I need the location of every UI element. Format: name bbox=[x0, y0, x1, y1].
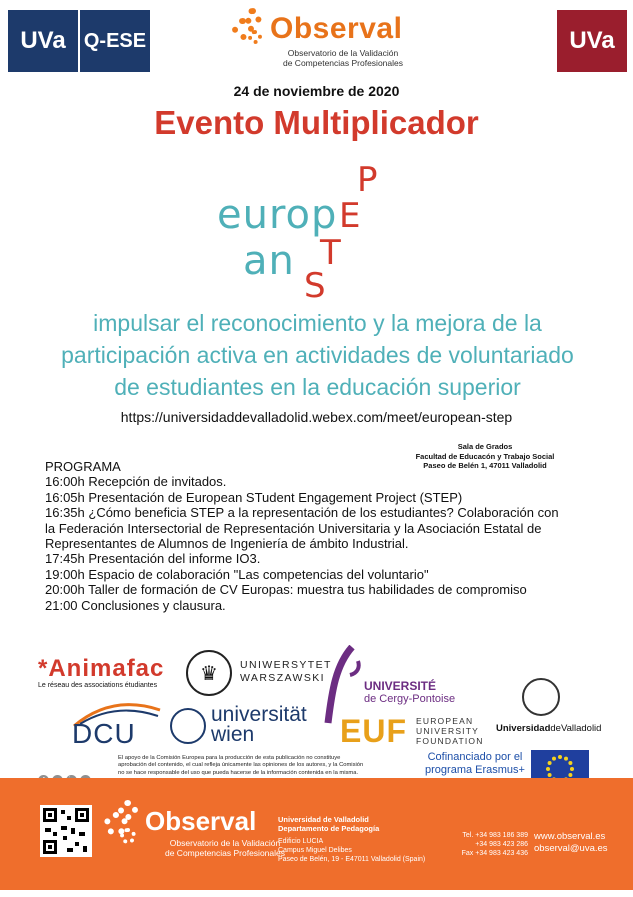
footer-contact bbox=[534, 831, 608, 855]
address-line: Departamento de Pedagogía bbox=[278, 824, 380, 833]
qr-code-icon[interactable] bbox=[40, 805, 92, 857]
dcu-name: DCU bbox=[72, 718, 136, 749]
address-line: Campus Miguel Delibes bbox=[278, 847, 352, 854]
euf-line: FOUNDATION bbox=[416, 736, 484, 746]
mission-statement bbox=[30, 307, 605, 403]
disclaimer-line: aprobación del contenido, el cual refleja únicamente las opiniones de los autores, y la Comisión bbox=[118, 762, 364, 769]
phone-line: +34 983 423 286 bbox=[475, 841, 528, 848]
wien-logo-text bbox=[211, 705, 307, 745]
mission-line: impulsar el reconocimiento y la mejora de la bbox=[93, 310, 542, 336]
animafac-name: *Animafac bbox=[38, 655, 165, 682]
cergy-line: UNIVERSITÉ bbox=[364, 679, 437, 693]
euf-line: UNIVERSITY bbox=[416, 726, 480, 736]
observal-name: Observal bbox=[270, 12, 403, 45]
observal-subtitle bbox=[268, 48, 418, 68]
program-item: 20:00h Taller de formación de CV Europas: muestra tus habilidades de compromiso bbox=[45, 582, 527, 598]
observal-subtitle-line: de Competencias Profesionales bbox=[282, 58, 403, 68]
disclaimer-line: no se hace responsable del uso que pueda hacerse de la información contenida en la misma. bbox=[118, 769, 359, 776]
event-title: Evento Multiplicador bbox=[154, 104, 479, 141]
meeting-link[interactable]: https://universidaddevalladolid.webex.com/meet/european-step bbox=[120, 409, 513, 425]
phone-line: Tel. +34 983 186 389 bbox=[462, 832, 528, 839]
footer-observal-name: Observal bbox=[145, 806, 257, 836]
step-letter-t: T bbox=[320, 233, 341, 273]
venue-line: Paseo de Belén 1, 47011 Valladolid bbox=[423, 461, 547, 470]
footer-gear-icon bbox=[104, 800, 144, 850]
warsaw-eagle-icon: ♛ bbox=[186, 650, 232, 696]
disclaimer-line: El apoyo de la Comisión Europea para la producción de esta publicación no constituye bbox=[118, 755, 341, 761]
mission-line: de estudiantes en la educación superior bbox=[114, 374, 521, 400]
address-line: Universidad de Valladolid bbox=[278, 815, 369, 824]
observal-gear-icon bbox=[232, 8, 266, 42]
euf-mark: EUF bbox=[340, 713, 407, 749]
qese-logo: Q-ESE bbox=[80, 10, 150, 72]
program-item: 21:00 Conclusiones y clausura. bbox=[45, 597, 226, 613]
dcu-logo bbox=[72, 700, 162, 750]
program-item: 16:00h Recepción de invitados. bbox=[45, 474, 227, 490]
cofinance-line: programa Erasmus+ bbox=[425, 764, 525, 776]
animafac-logo bbox=[38, 655, 173, 689]
step-letter-p: P bbox=[357, 160, 378, 200]
disclaimer bbox=[118, 755, 418, 777]
phone-line: Fax +34 983 423 436 bbox=[461, 850, 528, 857]
step-letter-s: S bbox=[304, 266, 326, 306]
step-letter-e: E bbox=[339, 196, 361, 236]
program-heading: PROGRAMA bbox=[45, 459, 121, 474]
footer-phone bbox=[448, 831, 528, 858]
program-list bbox=[45, 459, 605, 613]
program-item: 19:00h Espacio de colaboración "Las competencias del voluntario" bbox=[45, 566, 429, 582]
uva-logo-text bbox=[496, 723, 601, 734]
program-item: 17:45h Presentación del informe IO3. bbox=[45, 551, 261, 567]
cergy-line: de Cergy-Pontoise bbox=[364, 693, 456, 705]
venue-line: Sala de Grados bbox=[457, 442, 513, 451]
event-date: 24 de noviembre de 2020 bbox=[233, 83, 400, 99]
cofinance-line: Cofinanciado por el bbox=[427, 751, 523, 763]
warsaw-line: UNIWERSYTET bbox=[240, 659, 332, 671]
logo-word-start: europ bbox=[217, 192, 338, 238]
animafac-tagline: Le réseau des associations étudiantes bbox=[38, 682, 158, 689]
uva-seal-icon bbox=[522, 678, 560, 716]
warsaw-line: WARSZAWSKI bbox=[240, 672, 325, 684]
program-item: la Federación Intersectorial de Representación Universitaria y la Asociación Estatal de bbox=[45, 520, 542, 536]
uva-logo-left: UVa bbox=[8, 10, 78, 72]
logo-word-end: an bbox=[243, 238, 295, 284]
footer-address bbox=[278, 815, 448, 864]
wien-line: wien bbox=[211, 723, 255, 746]
euf-line: EUROPEAN bbox=[416, 716, 474, 726]
program-item: 16:05h Presentación de European STudent Engagement Project (STEP) bbox=[45, 489, 463, 505]
website-link[interactable]: www.observal.es bbox=[534, 831, 606, 842]
footer-subtitle-line: Observatorio de la Validación bbox=[169, 838, 281, 848]
wien-line: universität bbox=[211, 703, 307, 726]
mission-line: participación activa en actividades de voluntariado bbox=[61, 342, 574, 368]
observal-subtitle-line: Observatorio de la Validación bbox=[287, 48, 399, 58]
footer-subtitle-line: de Competencias Profesionales bbox=[164, 848, 285, 858]
program-item: 16:35h ¿Cómo beneficia STEP a la representación de los estudiantes? Colaboración con bbox=[45, 505, 559, 521]
address-line: Edificio LUCIA bbox=[278, 838, 324, 845]
warsaw-logo-text bbox=[240, 659, 332, 685]
uva-logo-right: UVa bbox=[557, 10, 627, 72]
wien-seal-icon bbox=[170, 708, 206, 744]
program-item: Representantes de Alumnos de Ingeniería de ámbito Industrial. bbox=[45, 536, 409, 552]
euf-logo-text bbox=[416, 716, 484, 746]
address-line: Paseo de Belén, 19 - E47011 Valladolid (Spain) bbox=[278, 856, 426, 863]
venue-line: Facultad de Educacón y Trabajo Social bbox=[415, 451, 555, 461]
uva-word: deValladolid bbox=[550, 723, 602, 734]
uva-word: Universidad bbox=[496, 723, 551, 734]
cergy-logo-text bbox=[364, 680, 455, 706]
email-link[interactable]: observal@uva.es bbox=[534, 843, 608, 854]
